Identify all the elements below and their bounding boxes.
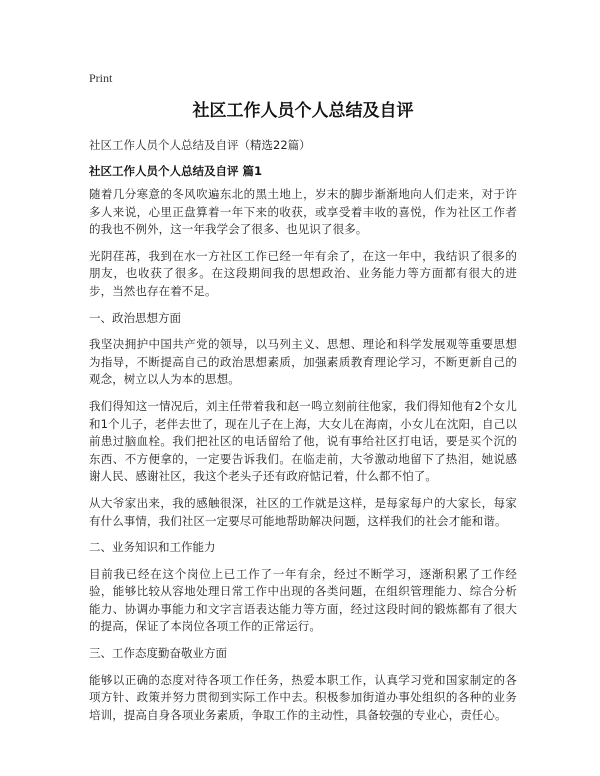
paragraph-visit: 我们得知这一情况后，刘主任带着我和赵一鸣立刻前往他家，我们得知他有2个女儿和1个儿子，老伴去世了，现在儿子在上海，大女儿在海南，小女儿在沈阳，自己以前患过脑血栓。我们把社区的电话留给了他，说有事给社区打电话，要是买个沉的东西、不方便拿的，一定要告诉我们。在临走前，大爷激动地留下了热泪，她说感谢人民、感谢社区，我这个老头子还有政府惦记着，什么都不怕了。 xyxy=(89,398,517,484)
print-link[interactable]: Print xyxy=(89,71,113,85)
paragraph-overview: 光阴荏苒，我到在水一方社区工作已经一年有余了，在这一年中，我结识了很多的朋友，也收获了很多。在这段期间我的思想政治、业务能力等方面都有很大的进步，当然也存在着不足。 xyxy=(89,248,517,298)
heading-attitude: 三、工作态度勤奋敬业方面 xyxy=(89,646,227,661)
document-subtitle: 社区工作人员个人总结及自评（精选22篇） xyxy=(89,138,311,152)
section-title: 社区工作人员个人总结及自评 篇1 xyxy=(89,164,263,178)
document-body xyxy=(89,70,517,733)
heading-political: 一、政治思想方面 xyxy=(89,310,181,325)
heading-business: 二、业务知识和工作能力 xyxy=(89,540,216,555)
paragraph-reflection: 从大爷家出来，我的感触很深，社区的工作就是这样，是每家每户的大家长，每家有什么事情，我们社区一定要尽可能地帮助解决问题，这样我们的社会才能和谐。 xyxy=(89,495,517,528)
page-title: 社区工作人员个人总结及自评 xyxy=(192,101,414,121)
paragraph-business: 目前我已经在这个岗位上已工作了一年有余，经过不断学习，逐渐积累了工作经验，能够比较从容地处理日常工作中出现的各类问题，在组织管理能力、综合分析能力、协调办事能力和文字言语表达能力等方面，经过这段时间的锻炼都有了很大的提高，保证了本岗位各项工作的正常运行。 xyxy=(89,566,517,634)
paragraph-political: 我坚决拥护中国共产党的领导，以马列主义、思想、理论和科学发展观等重要思想为指导，不断提高自己的政治思想素质，加强素质教育理论学习，不断更新自己的观念，树立以人为本的思想。 xyxy=(89,337,517,387)
paragraph-attitude: 能够以正确的态度对待各项工作任务，热爱本职工作，认真学习党和国家制定的各项方针、政策并努力贯彻到实际工作中去。积极参加街道办事处组织的各种的业务培训，提高自身各项业务素质，争取工作的主动性，具备较强的专业心，责任心。 xyxy=(89,672,517,722)
paragraph-intro: 随着几分寒意的冬风吹遍东北的黑土地上，岁末的脚步渐渐地向人们走来，对于许多人来说，心里正盘算着一年下来的收获，或享受着丰收的喜悦，作为社区工作者的我也不例外，这一年我学会了很多、也见识了很多。 xyxy=(89,187,517,237)
